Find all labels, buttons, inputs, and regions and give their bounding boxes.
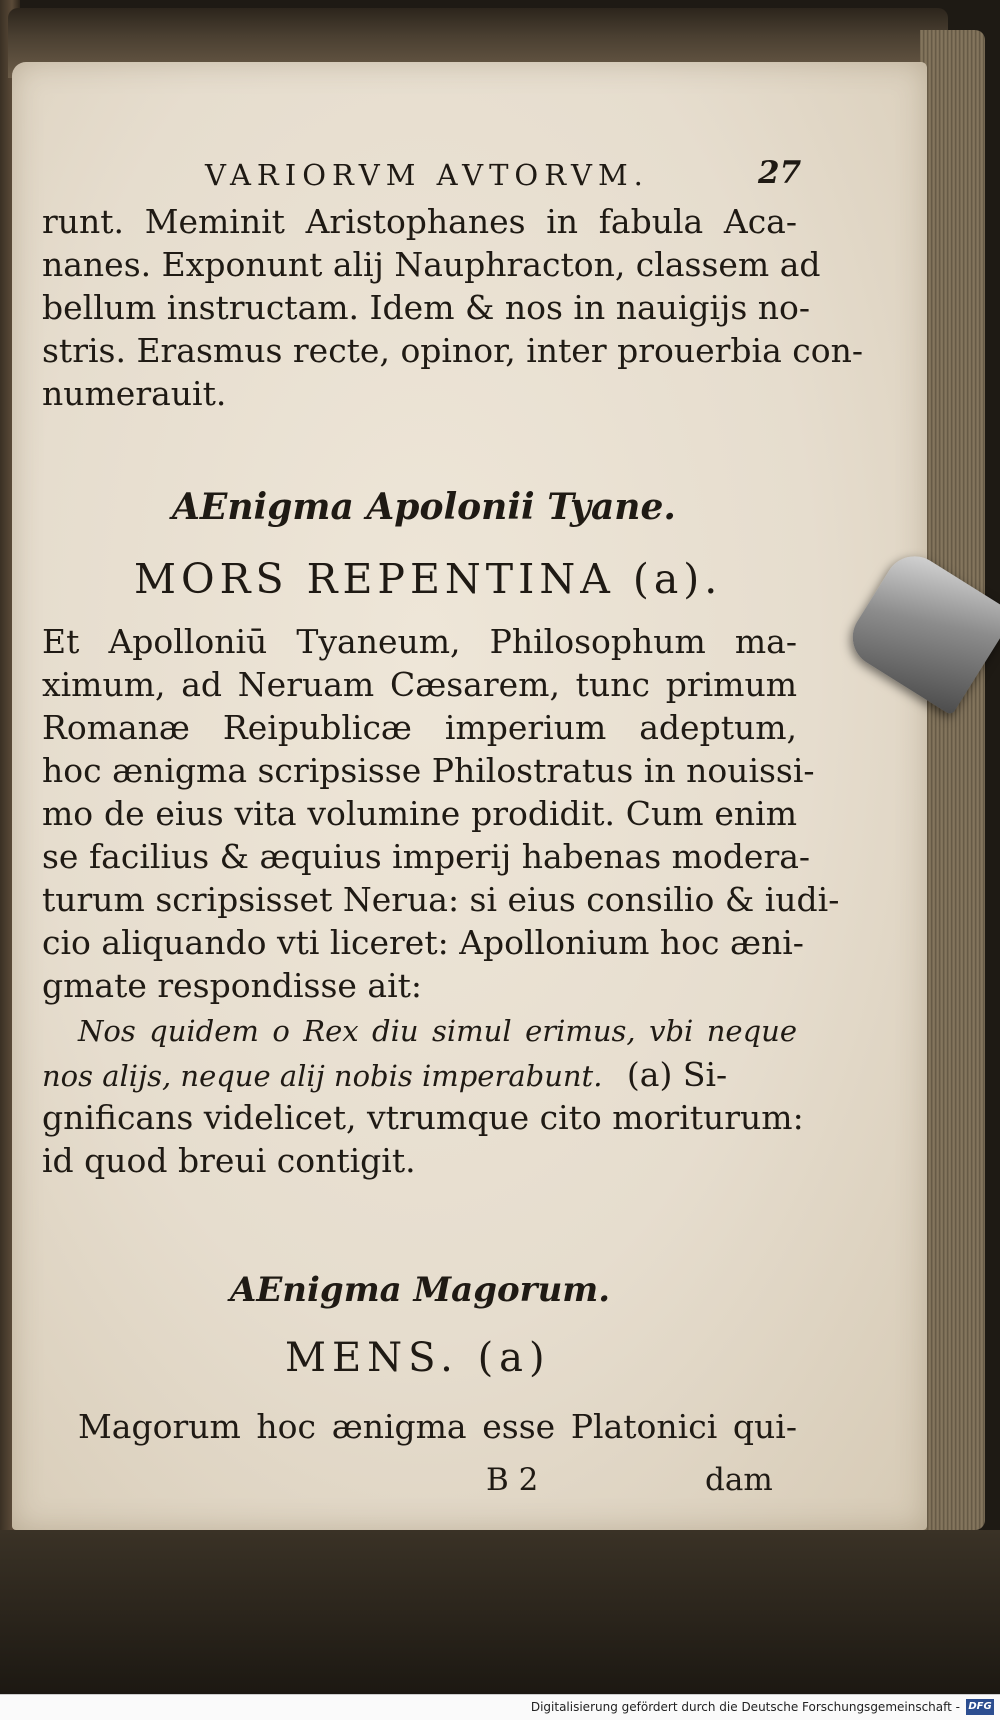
footer-credit: Digitalisierung gefördert durch die Deutsche Forschungsgemeinschaft - xyxy=(530,1700,960,1714)
text-line: id quod breui contigit. xyxy=(42,1141,416,1180)
text-line: se facilius & æquius imperij habenas modera- xyxy=(42,837,811,876)
section-heading: AEnigma Apolonii Tyane. xyxy=(172,486,676,528)
quote-text: nos alijs, neque alij nobis imperabunt. xyxy=(42,1059,603,1093)
quote-line xyxy=(42,1053,727,1098)
footer-bar xyxy=(0,1694,1000,1720)
text-line: turum scripsisset Nerua: si eius consilio & iudi- xyxy=(42,880,840,919)
section-subheading: MENS. (a) xyxy=(285,1335,551,1381)
text-line: hoc ænigma scripsisse Philostratus in nouissi- xyxy=(42,751,815,790)
text-line: Romanæ Reipublicæ imperium adeptum, xyxy=(42,708,797,747)
catchword: dam xyxy=(705,1462,773,1498)
text-line: stris. Erasmus recte, opinor, inter prouerbia con- xyxy=(42,331,864,370)
text-line: ximum, ad Neruam Cæsarem, tunc primum xyxy=(42,665,797,704)
text-line: nanes. Exponunt alij Nauphracton, classem ad xyxy=(42,245,821,284)
section-subheading: MORS REPENTINA (a). xyxy=(134,555,723,603)
page-edges xyxy=(920,30,985,1530)
text-line: gnificans videlicet, vtrumque cito moriturum: xyxy=(42,1098,804,1137)
text-line: bellum instructam. Idem & nos in nauigijs no- xyxy=(42,288,811,327)
section-heading: AEnigma Magorum. xyxy=(230,1270,611,1310)
quote-note: (a) Si- xyxy=(626,1055,728,1094)
text-line: numerauit. xyxy=(42,374,227,413)
text-line: runt. Meminit Aristophanes in fabula Aca- xyxy=(42,202,797,241)
dfg-logo: DFG xyxy=(966,1699,994,1715)
page-number: 27 xyxy=(758,155,802,191)
book-bottom xyxy=(0,1530,1000,1695)
text-line: gmate respondisse ait: xyxy=(42,966,423,1005)
quote-line: Nos quidem o Rex diu simul erimus, vbi neque xyxy=(78,1014,797,1048)
text-line: mo de eius vita volumine prodidit. Cum enim xyxy=(42,794,797,833)
text-line: Magorum hoc ænigma esse Platonici qui- xyxy=(78,1407,797,1446)
running-head: VARIORVM AVTORVM. xyxy=(205,158,649,192)
text-line: cio aliquando vti liceret: Apollonium hoc æni- xyxy=(42,923,804,962)
text-line: Et Apolloniū Tyaneum, Philosophum ma- xyxy=(42,622,797,661)
signature-mark: B 2 xyxy=(486,1462,539,1498)
